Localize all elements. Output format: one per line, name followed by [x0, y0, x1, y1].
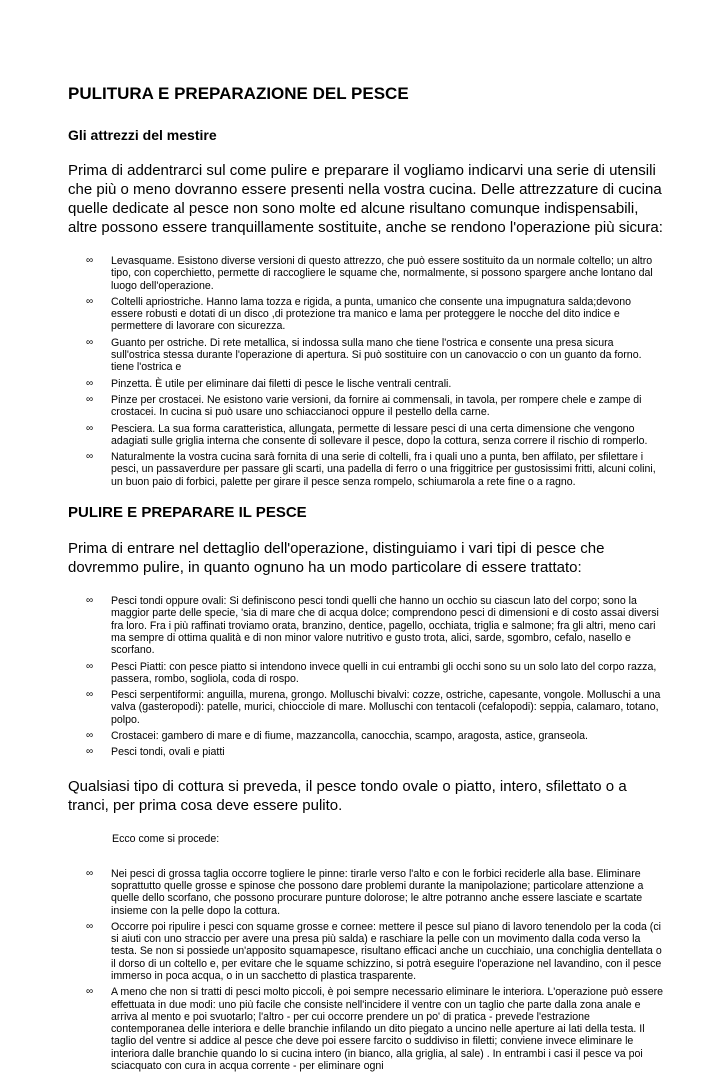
bullet-icon: ∞	[86, 595, 94, 607]
bullet-icon: ∞	[86, 377, 94, 389]
list-item-text: Pinzetta. È utile per eliminare dai filetti di pesce le lische ventrali centrali.	[111, 377, 452, 390]
list-item-text: Crostacei: gambero di mare e di fiume, mazzancolla, canocchia, scampo, aragosta, astice, granseola.	[111, 730, 588, 743]
procedure-note: Ecco come si procede:	[112, 832, 220, 845]
list-item	[68, 689, 664, 726]
bullet-icon: ∞	[86, 660, 94, 672]
bullet-icon: ∞	[86, 920, 94, 932]
list-item	[68, 394, 664, 419]
bullet-icon: ∞	[86, 867, 94, 879]
document-page	[68, 84, 664, 1076]
bullet-icon: ∞	[86, 255, 94, 266]
list-item-text: Occorre poi ripulire i pesci con squame grosse e cornee: mettere il pesce sul piano di lavoro tenendolo per la coda (ci si aiuti con uno straccio per avere una presa più salda) e raschiare la pelle con un movimento dalla coda verso la testa. Se non si possiede un'apposito squamapesce, risultano efficaci anche un cucchiaio, una conchiglia dentellata o il dorso di un coltello e, per evitare che le squame schizzino, si potrà eseguire l'operazione nel lavandino, con il pesce immerso in poca acqua, o in un sacchetto di plastica trasparente.	[111, 920, 662, 982]
bullet-icon: ∞	[86, 451, 94, 463]
list-item	[68, 986, 664, 1072]
list-item-text: A meno che non si tratti di pesci molto piccoli, è poi sempre necessario eliminare le interiora. L'operazione può essere effettuata in due modi: uno più facile che consiste nell'incidere il ventre con un taglio che parte dalla zona anale e arriva al mento e poi svuotarlo; l'altro - per cui occorre prendere un po' di pratica - prevede l'estrazione contemporanea delle interiora e delle branchie infilando un dito piegato a uncino nelle aperture ai lati della testa. Il taglio del ventre si addice al pesce che deve poi essere farcito o suddiviso in filetti; conviene invece eliminare le interiora dalle branchie quando lo si cucina intero (in bianco, alla griglia, al sale) . In entrambi i casi il pesce va poi sciacquato con cura in acqua corrente - per eliminare ogni	[111, 986, 664, 1073]
list-item-text: Pesci Piatti: con pesce piatto si intendono invece quelli in cui entrambi gli occhi sono su un solo lato del corpo razza, passera, rombo, sogliola, coda di rospo.	[111, 660, 657, 685]
list-item	[68, 255, 664, 292]
fish-types-list	[68, 595, 664, 759]
bullet-icon: ∞	[86, 986, 94, 998]
list-item	[68, 730, 664, 742]
list-item-text: Coltelli apriostriche. Hanno lama tozza e rigida, a punta, umanico che consente una impugnatura salda;devono essere robusti e dotati di un disco ,di protezione tra manico e lama per proteggere le nocche del dito indice e permettere di lavorare con sicurezza.	[111, 295, 631, 333]
section-heading-tools: Gli attrezzi del mestire	[68, 127, 217, 143]
list-item	[68, 337, 664, 374]
procedure-list	[68, 868, 664, 1073]
list-item-text: Pinze per crostacei. Ne esistono varie versioni, da fornire ai commensali, in tavola, per rompere chele e zampe di crostacei. In cucina si può usare uno schiaccianoci oppure il pestello della carne.	[111, 393, 642, 419]
tools-list	[68, 255, 664, 488]
list-item-text: Levasquame. Esistono diverse versioni di questo attrezzo, che può essere sostituito da un normale coltello; un altro tipo, con coperchietto, permette di raccogliere le squame che, normalmente, si possono spargere anche lontano dal luogo dell'operazione.	[111, 255, 653, 292]
list-item-text: Naturalmente la vostra cucina sarà fornita di una serie di coltelli, fra i quali uno a punta, ben affilato, per sfilettare i pesci, un passaverdure per passare gli scarti, una padella di ferro o una friggitrice per gustosissimi fritti, alcuni colini, un buon paio di forbici, palette per girare il pesce senza rompelo, schiumarola a rete fine o a ragno.	[111, 451, 656, 488]
list-item-text: Pesciera. La sua forma caratteristica, allungata, permette di lessare pesci di una certa dimensione che vengono adagiati sulle griglia interna che consente di sollevare il pesce, dopo la cottura, senza correre il rischio di romperlo.	[111, 422, 648, 447]
list-item	[68, 746, 664, 758]
bullet-icon: ∞	[86, 393, 94, 405]
list-item-text: Nei pesci di grossa taglia occorre togliere le pinne: tirarle verso l'alto e con le forbici reciderle alla base. Eliminare soprattutto quelle grosse e spinose che possono dare problemi durante la manipolazione; particolare attenzione a quelle dello scorfano, che possono procurare punture dolorose; le altre potranno anche essere lasciate e scartate insieme con la pelle dopo la cottura.	[111, 867, 644, 917]
list-item	[68, 868, 664, 917]
bullet-icon: ∞	[86, 746, 94, 758]
list-item-text: Pesci tondi, ovali e piatti	[111, 746, 225, 759]
list-item	[68, 921, 664, 982]
bullet-icon: ∞	[86, 422, 94, 434]
list-item	[68, 423, 664, 448]
list-item	[68, 661, 664, 686]
list-item-text: Pesci tondi oppure ovali: Si definiscono pesci tondi quelli che hanno un occhio su ciascun lato del corpo; sono la maggior parte delle specie, 'sia di mare che di acqua dolce; comprendono pesci di dimensioni e di costo assai diversi fra loro. Fra i più raffinati troviamo orata, branzino, dentice, pagello, occhiata, triglia e salmone; fra gli altri, meno cari ma sempre di ottima qualità e di non minor valore nutritivo e gusto trota, alici, sarde, sgombro, cefalo, nasello e scorfano.	[111, 595, 659, 657]
section-intro-procedure: Qualsiasi tipo di cottura si preveda, il pesce tondo ovale o piatto, intero, sfilettato o a tranci, per prima cosa deve essere pulito.	[68, 777, 627, 814]
section-heading-cleaning: PULIRE E PREPARARE IL PESCE	[68, 504, 307, 522]
bullet-icon: ∞	[86, 730, 94, 742]
page-title: PULITURA E PREPARAZIONE DEL PESCE	[68, 84, 409, 103]
list-item-text: Guanto per ostriche. Di rete metallica, si indossa sulla mano che tiene l'ostrica e consente una presa sicura sull'ostrica stessa durante l'operazione di apertura. Si può sostituire con un canovaccio o con un guanto da forno. tiene l'ostrica e	[111, 336, 642, 374]
list-item	[68, 378, 664, 390]
list-item	[68, 595, 664, 656]
list-item	[68, 451, 664, 488]
list-item-text: Pesci serpentiformi: anguilla, murena, grongo. Molluschi bivalvi: cozze, ostriche, capesante, vongole. Molluschi a una valva (gasteropodi): patelle, murici, chiocciole di mare. Molluschi con tentacoli (cefalopodi): seppia, calamaro, totano, polpo.	[111, 689, 661, 726]
bullet-icon: ∞	[86, 295, 94, 307]
section-intro-cleaning: Prima di entrare nel dettaglio dell'operazione, distinguiamo i vari tipi di pesce che dovremmo pulire, in quanto ognuno ha un modo particolare di essere trattato:	[68, 540, 605, 577]
list-item	[68, 296, 664, 333]
section-intro-tools: Prima di addentrarci sul come pulire e preparare il vogliamo indicarvi una serie di utensili che più o meno dovranno essere presenti nella vostra cucina. Delle attrezzature di cucina quelle dedicate al pesce non sono molte ed alcune risultano comunque indispensabili, altre possono essere tranquillamente sostituite, anche se rendono l'operazione più sicura:	[68, 162, 663, 236]
bullet-icon: ∞	[86, 336, 94, 348]
bullet-icon: ∞	[86, 689, 94, 701]
